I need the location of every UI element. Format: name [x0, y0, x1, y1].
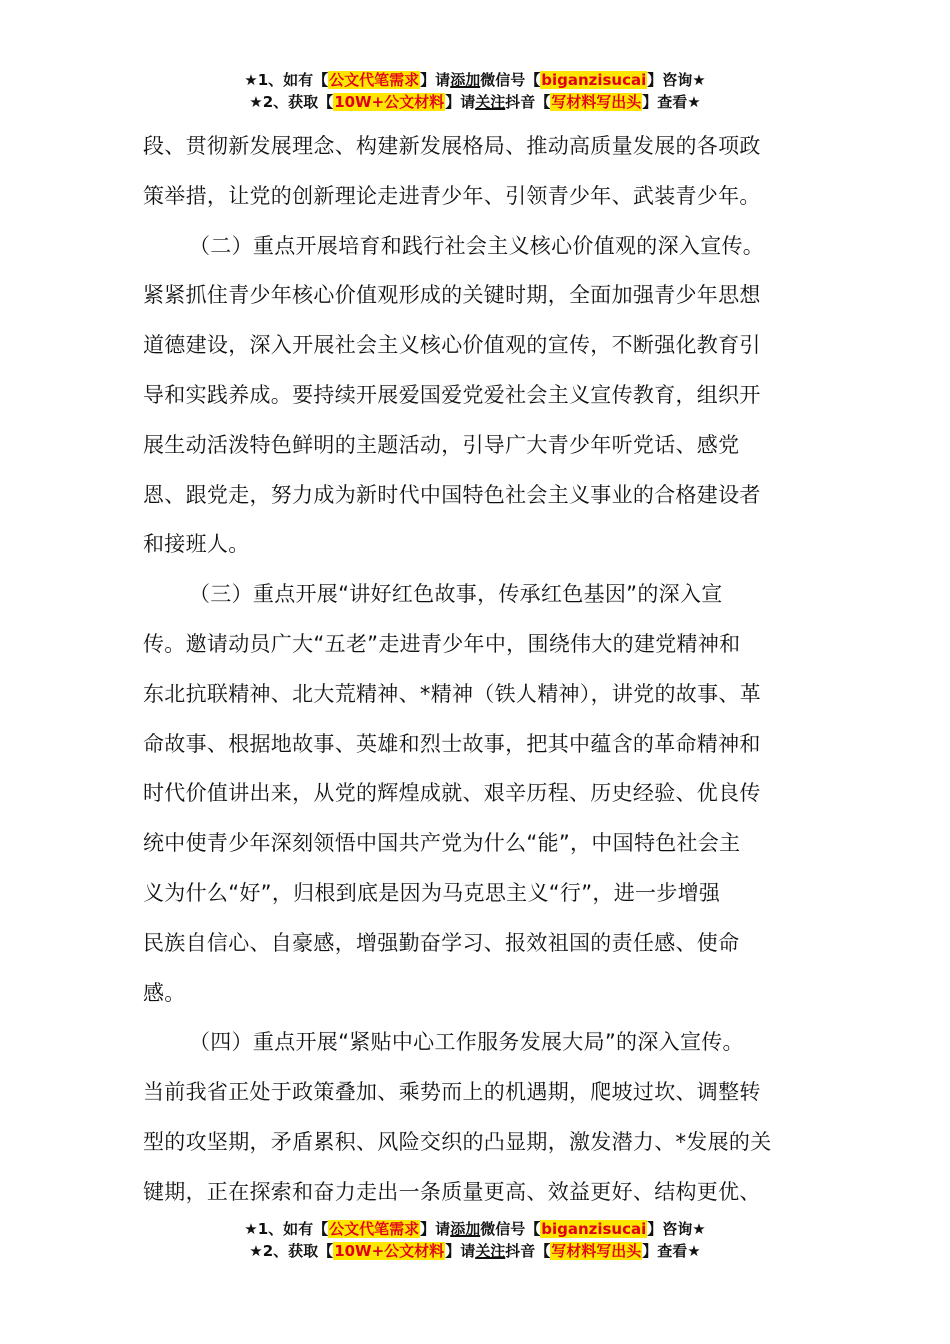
promo-text: 】请 — [445, 1242, 476, 1260]
body-line: 命故事、根据地故事、英雄和烈士故事，把其中蕴含的革命精神和 — [143, 731, 761, 756]
body-line: 展生动活泼特色鲜明的主题活动，引导广大青少年听党话、感党 — [143, 432, 740, 457]
body-line: 统中使青少年深刻领悟中国共产党为什么“能”，中国特色社会主 — [143, 831, 741, 856]
promo-line-2 — [0, 91, 950, 113]
promo-text: 】查看★ — [642, 93, 701, 111]
promo-text: 】请 — [420, 71, 451, 89]
body-line: 义为什么“好”，归根到底是因为马克思主义“行”，进一步增强 — [143, 880, 721, 905]
body-line: 和接班人。 — [143, 532, 250, 557]
promo-highlight: 10W+公文材料 — [334, 1242, 445, 1260]
promo-text: ★2、获取【 — [249, 1242, 334, 1260]
promo-emphasis: 关注 — [475, 93, 506, 111]
body-line: 策举措，让党的创新理论走进青少年、引领青少年、武装青少年。 — [143, 183, 761, 208]
body-line: 时代价值讲出来，从党的辉煌成就、艰辛历程、历史经验、优良传 — [143, 781, 761, 806]
promo-text: 】咨询★ — [647, 71, 706, 89]
section-heading: （二）重点开展培育和践行社会主义核心价值观的深入宣传。 — [189, 233, 765, 258]
promo-text: 】请 — [445, 93, 476, 111]
body-line: 民族自信心、自豪感，增强勤奋学习、报效祖国的责任感、使命 — [143, 930, 740, 955]
document-body — [143, 122, 808, 1218]
promo-highlight: 写材料写出头 — [551, 93, 642, 111]
promo-text: 微信号【 — [480, 71, 541, 89]
body-line: 紧紧抓住青少年核心价值观形成的关键时期，全面加强青少年思想 — [143, 283, 761, 308]
promo-text: 】咨询★ — [647, 1220, 706, 1238]
promo-line-1 — [0, 69, 950, 91]
promo-line-1 — [0, 1218, 950, 1240]
promo-text: 抖音【 — [505, 93, 551, 111]
section-heading: （三）重点开展“讲好红色故事，传承红色基因”的深入宣 — [189, 582, 723, 607]
body-line: 型的攻坚期，矛盾累积、风险交织的凸显期，激发潜力、*发展的关 — [143, 1129, 772, 1154]
promo-emphasis: 添加 — [450, 1220, 481, 1238]
top-promo-banner — [0, 69, 950, 113]
promo-highlight: 10W+公文材料 — [334, 93, 445, 111]
body-line: 东北抗联精神、北大荒精神、*精神（铁人精神），讲党的故事、革 — [143, 681, 761, 706]
section-heading: （四）重点开展“紧贴中心工作服务发展大局”的深入宣传。 — [189, 1030, 744, 1055]
promo-highlight: 公文代笔需求 — [329, 1220, 420, 1238]
promo-text: ★1、如有【 — [244, 71, 329, 89]
promo-highlight: 公文代笔需求 — [329, 71, 420, 89]
body-line: 恩、跟党走，努力成为新时代中国特色社会主义事业的合格建设者 — [143, 482, 761, 507]
body-line: 感。 — [143, 980, 186, 1005]
promo-highlight: biganzisucai — [541, 71, 647, 89]
promo-text: 微信号【 — [480, 1220, 541, 1238]
promo-highlight: biganzisucai — [541, 1220, 647, 1238]
body-line: 传。邀请动员广大“五老”走进青少年中，围绕伟大的建党精神和 — [143, 631, 741, 656]
promo-line-2 — [0, 1240, 950, 1262]
body-line: 道德建设，深入开展社会主义核心价值观的宣传，不断强化教育引 — [143, 333, 761, 358]
promo-text: ★2、获取【 — [249, 93, 334, 111]
body-line: 段、贯彻新发展理念、构建新发展格局、推动高质量发展的各项政 — [143, 134, 761, 158]
promo-text: ★1、如有【 — [244, 1220, 329, 1238]
body-line: 键期，正在探索和奋力走出一条质量更高、效益更好、结构更优、 — [143, 1179, 761, 1204]
promo-highlight: 写材料写出头 — [551, 1242, 642, 1260]
body-line: 当前我省正处于政策叠加、乘势而上的机遇期，爬坡过坎、调整转 — [143, 1080, 761, 1105]
promo-text: 抖音【 — [505, 1242, 551, 1260]
promo-emphasis: 添加 — [450, 71, 481, 89]
promo-text: 】请 — [420, 1220, 451, 1238]
bottom-promo-banner — [0, 1218, 950, 1262]
promo-emphasis: 关注 — [475, 1242, 506, 1260]
promo-text: 】查看★ — [642, 1242, 701, 1260]
body-line: 导和实践养成。要持续开展爱国爱党爱社会主义宣传教育，组织开 — [143, 382, 761, 407]
